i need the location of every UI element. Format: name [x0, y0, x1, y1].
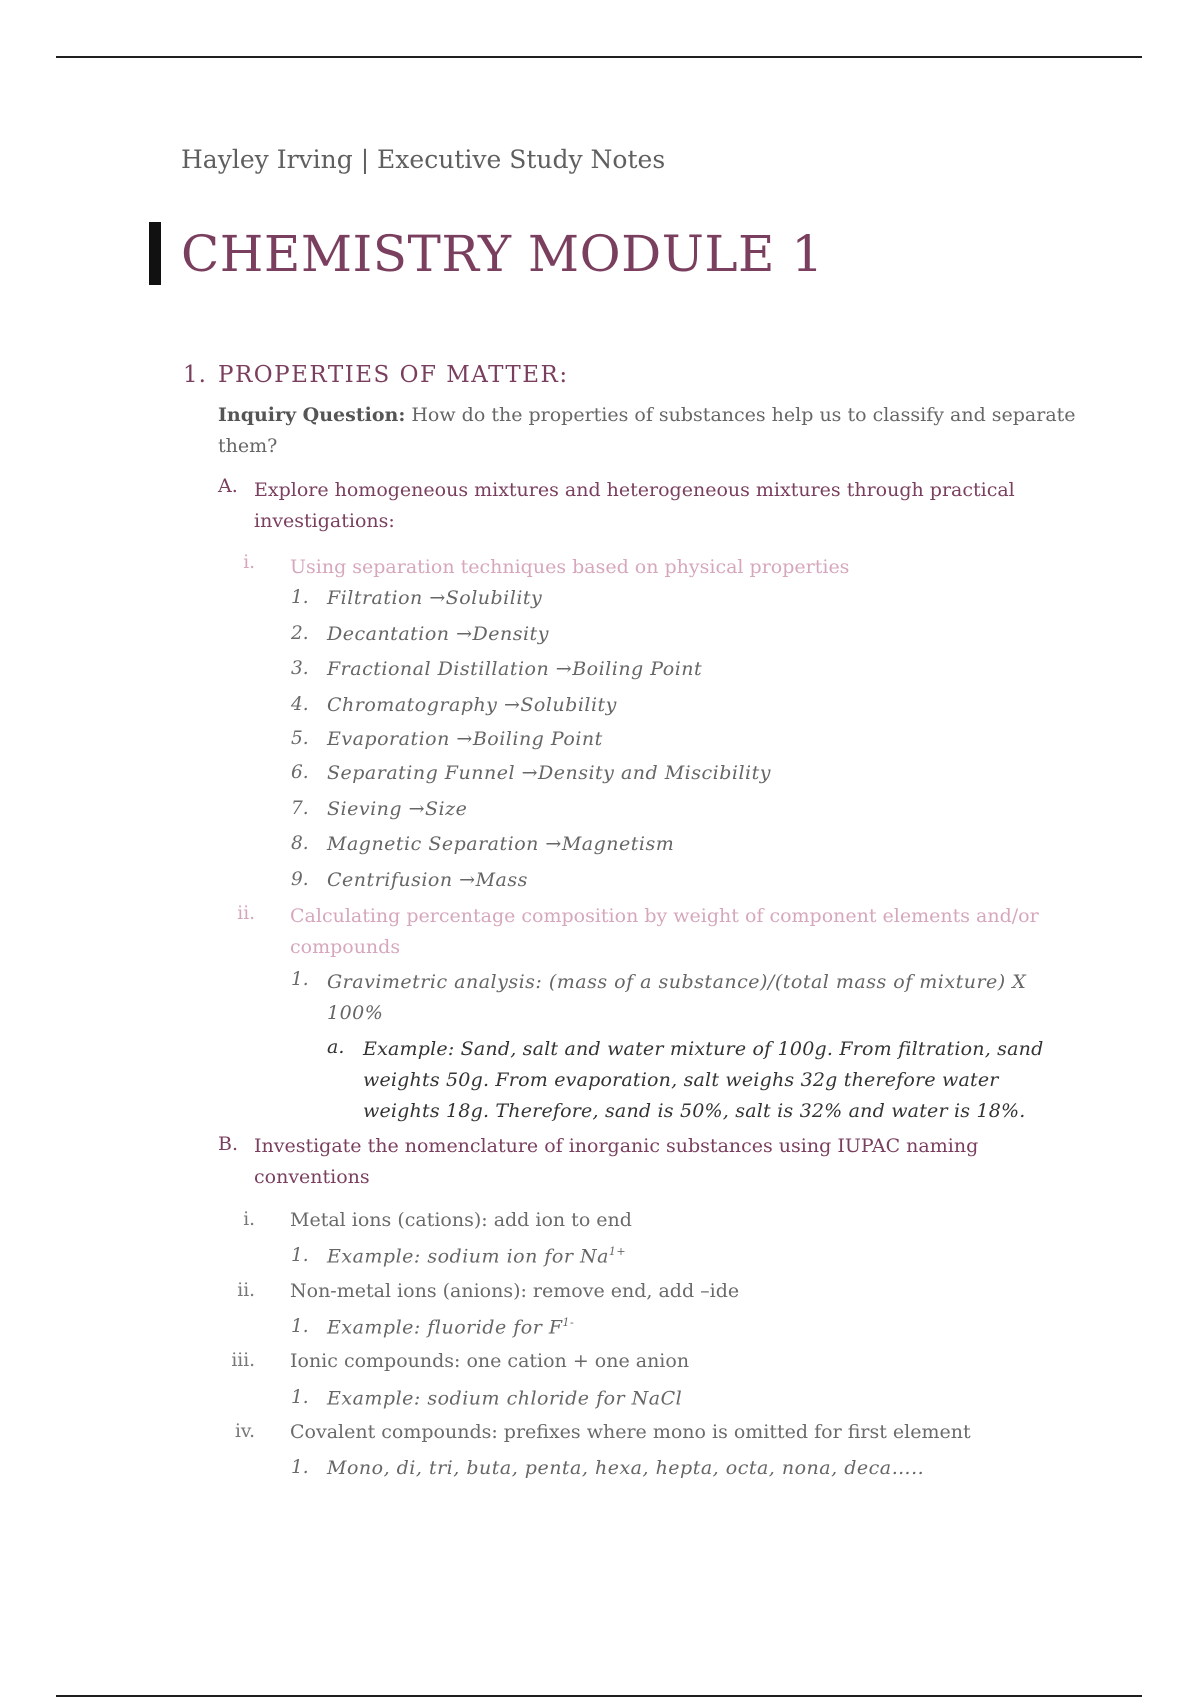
list-item-number: 1.: [291, 1316, 309, 1337]
subsection-marker: iv.: [234, 1421, 255, 1442]
title-accent-bar: [149, 222, 161, 285]
list-item: Mono, di, tri, buta, penta, hexa, hepta, octa, nona, deca…..: [327, 1457, 925, 1479]
list-item: Chromatography →Solubility: [327, 694, 617, 716]
subsection-marker: iii.: [231, 1350, 255, 1371]
list-item: Centrifusion →Mass: [327, 869, 528, 891]
subsection-heading: Covalent compounds: prefixes where mono is omitted for first element: [290, 1421, 971, 1443]
subsection-marker: ii.: [237, 1280, 255, 1301]
subsection-heading: Non-metal ions (anions): remove end, add –ide: [290, 1280, 740, 1302]
list-item-number: 4.: [291, 694, 309, 715]
list-item: Evaporation →Boiling Point: [327, 728, 603, 750]
list-item: Decantation →Density: [327, 623, 549, 645]
list-item-number: 9.: [291, 869, 309, 890]
inquiry-text: How do the properties of substances help us to classify and separate them?: [218, 404, 1076, 457]
bottom-rule: [56, 1695, 1142, 1697]
top-rule: [56, 56, 1142, 58]
subsection-heading: Ionic compounds: one cation + one anion: [290, 1350, 690, 1372]
part-marker: A.: [218, 475, 238, 497]
subsection-marker: i.: [243, 1209, 255, 1230]
list-item-number: 2.: [291, 623, 309, 644]
document-header: Hayley Irving | Executive Study Notes: [181, 145, 666, 174]
subsection-marker: ii.: [237, 903, 255, 924]
section-number: 1.: [183, 362, 207, 388]
inquiry-label: Inquiry Question:: [218, 404, 406, 426]
subsection-marker: i.: [243, 552, 255, 573]
list-item-number: 7.: [291, 798, 309, 819]
part-heading: Explore homogeneous mixtures and heterogeneous mixtures through practical investigations:: [254, 479, 1015, 532]
worked-example: Example: Sand, salt and water mixture of 100g. From filtration, sand weights 50g. From evaporation, salt weighs 32g therefore water weights 18g. Therefore, sand is 50%, salt is 32% and water is 18%.: [363, 1038, 1044, 1122]
list-item: Example: sodium ion for $Na^{1+}$: [327, 1245, 627, 1268]
inquiry-question: [218, 400, 1078, 462]
subsection-heading: Calculating percentage composition by weight of component elements and/or compounds: [290, 905, 1039, 958]
subsection-heading: Metal ions (cations): add ion to end: [290, 1209, 632, 1231]
list-item-number: 8.: [291, 833, 309, 854]
list-item-number: 6.: [291, 762, 309, 783]
section-title: PROPERTIES OF MATTER:: [218, 362, 569, 388]
list-item-number: 5.: [291, 728, 309, 749]
list-item: Example: fluoride for $F^{1-}$: [327, 1316, 575, 1339]
list-item: Gravimetric analysis: (mass of a substance)/(total mass of mixture) X 100%: [327, 971, 1027, 1024]
list-item-number: 1.: [291, 969, 309, 990]
list-item-number: 3.: [291, 658, 309, 679]
subsection-heading: Using separation techniques based on physical properties: [290, 556, 850, 578]
part-heading: Investigate the nomenclature of inorganic substances using IUPAC naming conventions: [254, 1135, 979, 1188]
list-item-number: 1.: [291, 1245, 309, 1266]
list-item: Example: sodium chloride for NaCl: [327, 1387, 683, 1410]
list-item: Sieving →Size: [327, 798, 468, 820]
list-item: Fractional Distillation →Boiling Point: [327, 658, 703, 680]
list-item-number: 1.: [291, 587, 309, 608]
page-title: CHEMISTRY MODULE 1: [181, 225, 824, 283]
list-item-number: 1.: [291, 1387, 309, 1408]
list-item: Separating Funnel →Density and Miscibility: [327, 762, 771, 784]
list-item: Filtration →Solubility: [327, 587, 543, 609]
list-item-number: 1.: [291, 1457, 309, 1478]
list-item: Magnetic Separation →Magnetism: [327, 833, 675, 855]
sub-item-marker: a.: [327, 1036, 345, 1058]
part-marker: B.: [218, 1133, 239, 1155]
